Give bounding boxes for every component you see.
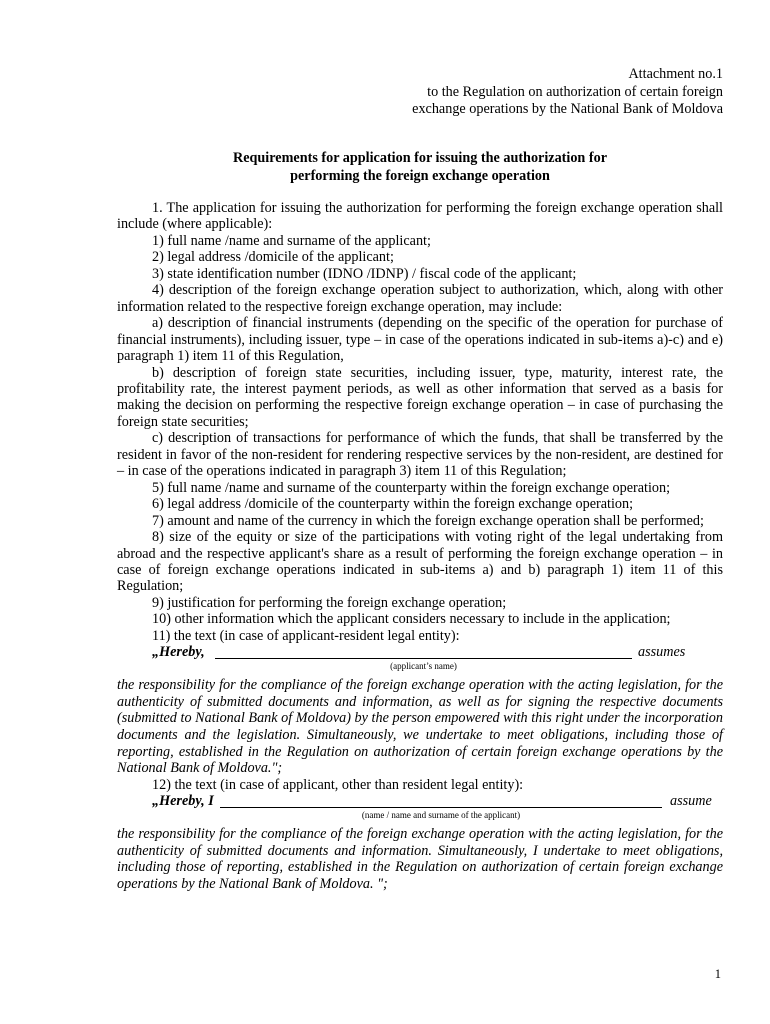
attachment-header bbox=[412, 66, 723, 119]
statement-2-lead: „Hereby, I bbox=[152, 793, 214, 810]
applicant-name-blank bbox=[215, 658, 632, 659]
paragraph-1: 1. The application for issuing the authorization for performing the foreign exchange operation shall include (where applicable): bbox=[117, 200, 723, 233]
applicant-fullname-blank bbox=[220, 807, 662, 808]
statement-2-text: the responsibility for the compliance of the foreign exchange operation with the acting legislation, for the authenticity of submitted documents and information. Simultaneously, I undertake to meet obligations, including those of reporting, established in the Regulation on authorization of certain foreign exchange operations by the National Bank of Moldova. "; bbox=[117, 826, 723, 893]
document-title bbox=[0, 150, 770, 185]
applicant-name-caption: (applicant’s name) bbox=[390, 661, 457, 672]
list-item-10: 10) other information which the applicant considers necessary to include in the application; bbox=[152, 611, 671, 628]
list-item-4: 4) description of the foreign exchange operation subject to authorization, which, along with other information related to the respective foreign exchange operation, may include: bbox=[117, 282, 723, 315]
statement-2-verb: assume bbox=[670, 793, 712, 810]
list-item-11: 11) the text (in case of applicant-resident legal entity): bbox=[152, 627, 460, 644]
document-body bbox=[117, 200, 723, 893]
statement-1-text: the responsibility for the compliance of the foreign exchange operation with the acting legislation, for the authenticity of submitted documents and information, as well as for signing the respective documents (submitted to National Bank of Moldova) by the person empowered with this right under the incorporation documents and the legislation. Simultaneously, we undertake to meet obligations, including those of reporting, established in the Regulation on authorization of certain foreign exchange operations by the National Bank of Moldova."; bbox=[117, 677, 723, 777]
statement-1-signature-line bbox=[117, 644, 723, 677]
applicant-fullname-caption: (name / name and surname of the applicant) bbox=[361, 810, 521, 821]
list-item-7: 7) amount and name of the currency in which the foreign exchange operation shall be performed; bbox=[152, 512, 704, 529]
list-item-8: 8) size of the equity or size of the participations with voting right of the legal undertaking from abroad and the respective applicant's share as a result of performing the foreign exchange operation – in case of foreign exchange operations indicated in sub-items a) and b) paragraph 1) item 11 of this Regulation; bbox=[117, 529, 723, 595]
list-item-5: 5) full name /name and surname of the counterparty within the foreign exchange operation; bbox=[152, 479, 671, 496]
page-number: 1 bbox=[714, 967, 721, 981]
statement-1-verb: assumes bbox=[638, 644, 686, 661]
list-item-12: 12) the text (in case of applicant, other than resident legal entity): bbox=[152, 776, 524, 793]
attachment-number: Attachment no.1 bbox=[628, 66, 723, 82]
list-item-3: 3) state identification number (IDNO /IDNP) / fiscal code of the applicant; bbox=[152, 265, 577, 282]
attachment-regulation-line: to the Regulation on authorization of certain foreign bbox=[427, 83, 723, 100]
list-item-9: 9) justification for performing the foreign exchange operation; bbox=[152, 594, 507, 611]
sub-item-b: b) description of foreign state securities, including issuer, type, maturity, interest rate, the profitability rate, the interest payment periods, as well as other information that served as a basis for making the decision on performing the respective foreign exchange operation – in case of purchasing the foreign state securities; bbox=[117, 364, 723, 430]
statement-2-signature-line bbox=[117, 793, 723, 826]
list-item-1: 1) full name /name and surname of the applicant; bbox=[152, 232, 431, 249]
sub-item-a: a) description of financial instruments (depending on the specific of the operation for purchase of financial instruments), including issuer, type – in case of the operations indicated in sub-items a)-c) and e) paragraph 1) item 11 of this Regulation, bbox=[117, 315, 723, 365]
statement-1-lead: „Hereby, bbox=[152, 644, 205, 661]
list-item-6: 6) legal address /domicile of the counterparty within the foreign exchange operation; bbox=[152, 496, 634, 513]
sub-item-c: c) description of transactions for performance of which the funds, that shall be transferred by the resident in favor of the non-resident for rendering respective services by the non-resident, are destined for – in case of the operations indicated in paragraph 3) item 11 of this Regulation; bbox=[117, 430, 723, 480]
list-item-2: 2) legal address /domicile of the applicant; bbox=[152, 249, 394, 266]
attachment-bank-line: exchange operations by the National Bank of Moldova bbox=[412, 101, 723, 117]
title-line-1: Requirements for application for issuing the authorization for bbox=[232, 150, 607, 166]
title-line-2: performing the foreign exchange operation bbox=[290, 167, 550, 184]
